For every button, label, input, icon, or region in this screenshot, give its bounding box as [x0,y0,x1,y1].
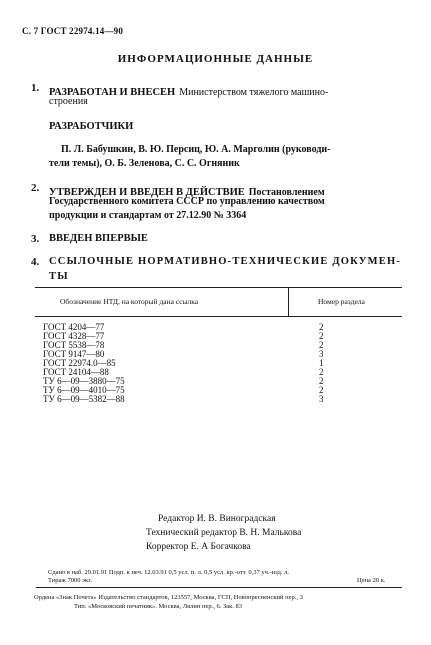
table-cell-doc: ГОСТ 4328—77 [43,331,105,341]
table-column-divider [288,287,289,317]
imprint-price: Цена 20 к. [357,577,386,584]
table-top-rule [35,287,402,288]
corrector-credit: Корректор Е. А Богачкова [146,542,251,552]
imprint-publisher: Ордена «Знак Почета» Издательство стандартов, 123557, Москва, ГСП, Новопресненский пер., 3 [34,594,303,601]
table-cell-section: 3 [319,349,324,359]
section-4-heading: ССЫЛОЧНЫЕ НОРМАТИВНО-ТЕХНИЧЕСКИЕ ДОКУМЕН- [49,256,402,267]
table-cell-section: 2 [319,367,324,377]
imprint-print-details: Сдано в наб. 29.01.91 Подп. к печ. 12.03.91 0,5 усл. п. л. 0,5 усл. кр.-отт. 0,37 уч.-изд. л. [48,569,289,576]
section-1-text-cont: строения [49,96,88,107]
section-1-line-1 [49,82,328,100]
section-2-text: Постановлением [248,187,325,198]
developers-line-2: тели темы), О. Б. Зеленова, С. С. Огняник [49,158,240,169]
table-cell-doc: ГОСТ 9147—80 [43,349,105,359]
section-1-number: 1. [31,82,40,94]
table-cell-doc: ТУ 6—09—5382—88 [43,394,125,404]
table-cell-section: 2 [319,331,324,341]
table-cell-doc: ГОСТ 24104—88 [43,367,109,377]
section-4-number: 4. [31,256,40,268]
section-3-heading: ВВЕДЕН ВПЕРВЫЕ [49,233,148,244]
document-title: ИНФОРМАЦИОННЫЕ ДАННЫЕ [117,53,314,65]
section-1-text: Министерством тяжелого машино- [179,87,329,98]
section-2-heading: УТВЕРЖДЕН И ВВЕДЕН В ДЕЙСТВИЕ [49,187,245,198]
table-cell-section: 2 [319,322,324,332]
table-cell-doc: ГОСТ 4204—77 [43,322,105,332]
table-cell-doc: ТУ 6—09—4010—75 [43,385,125,395]
imprint-printer: Тип. «Московский печатник». Москва, Лялин пер., 6. Зак. 83 [74,603,243,610]
table-cell-section: 1 [319,358,324,368]
table-cell-section: 2 [319,340,324,350]
table-header-rule [35,316,402,317]
page-header: С. 7 ГОСТ 22974.14—90 [22,26,124,36]
developers-line-1: П. Л. Бабушкин, В. Ю. Персиц, Ю. А. Марголин (руководи- [61,144,331,155]
developers-heading: РАЗРАБОТЧИКИ [49,121,134,132]
table-cell-section: 3 [319,394,324,404]
section-2-text-cont-2: продукции и стандартам от 27.12.90 № 3364 [49,210,247,221]
table-cell-doc: ТУ 6—09—3880—75 [43,376,125,386]
table-cell-section: 2 [319,376,324,386]
table-cell-section: 2 [319,385,324,395]
section-2-text-cont-1: Государственного комитета СССР по управлению качеством [49,196,325,207]
editor-credit: Редактор И. В. Виноградская [158,514,276,524]
tech-editor-credit: Технический редактор В. Н. Малькова [146,528,302,538]
imprint-divider [36,587,402,588]
imprint-print-run: Тираж 7000 экз. [48,577,93,584]
table-cell-doc: ГОСТ 22974.0—85 [43,358,116,368]
column-header-document: Обозначение НТД, на который дана ссылка [60,297,199,306]
section-3-number: 3. [31,233,40,245]
section-1-heading: РАЗРАБОТАН И ВНЕСЕН [49,87,176,98]
column-header-section: Номер раздела [318,297,365,306]
table-cell-doc: ГОСТ 5538—78 [43,340,105,350]
section-2-number: 2. [31,182,40,194]
section-4-heading-cont: ТЫ [49,271,69,282]
